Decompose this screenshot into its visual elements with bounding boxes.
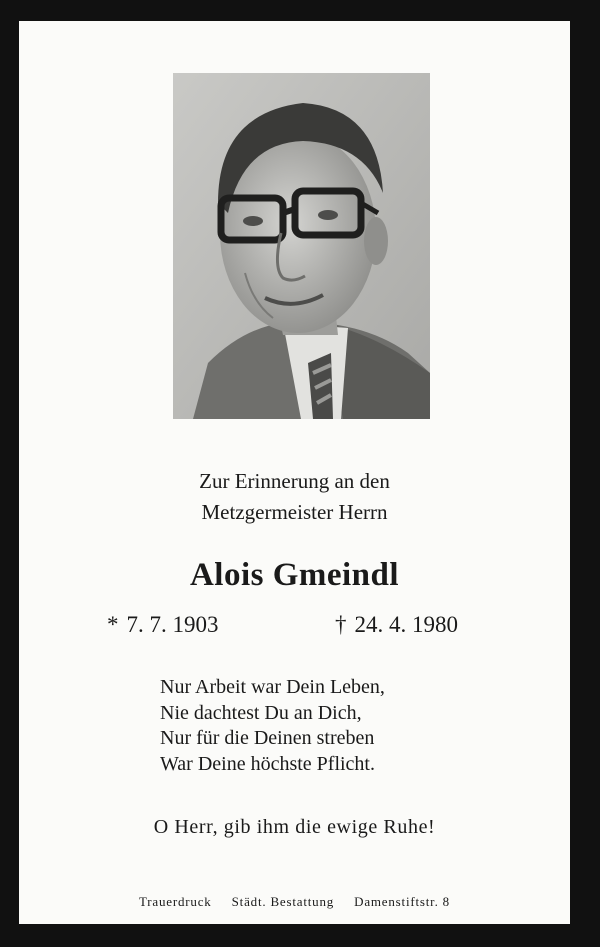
- verse-line: War Deine höchste Pflicht.: [160, 752, 375, 775]
- footer-printer: Trauerdruck: [138, 894, 212, 909]
- deceased-name: Alois Gmeindl: [189, 557, 400, 593]
- intro-line-2: Metzgermeister Herrn: [201, 500, 388, 524]
- portrait-photo: [173, 73, 430, 419]
- footer-address: Damenstiftstr. 8: [354, 894, 450, 909]
- memorial-card: [19, 21, 570, 924]
- footer-company: Städt. Bestattung: [231, 894, 335, 909]
- birth-date: 7. 7. 1903: [126, 612, 219, 637]
- verse-line: Nur Arbeit war Dein Leben,: [160, 676, 385, 698]
- birth-symbol: *: [107, 612, 119, 637]
- memorial-verse: [160, 675, 385, 777]
- verse-line: Nie dachtest Du an Dich,: [160, 701, 362, 724]
- death-date: 24. 4. 1980: [354, 612, 458, 637]
- cross-symbol: †: [335, 612, 347, 637]
- verse-line: Nur für die Deinen streben: [160, 727, 375, 749]
- birth-date-group: [107, 610, 219, 640]
- intro-line-1: Zur Erinnerung an den: [199, 469, 390, 493]
- death-date-group: [335, 610, 458, 640]
- printer-footer: [19, 894, 570, 910]
- prayer-line: O Herr, gib ihm die ewige Ruhe!: [153, 816, 436, 838]
